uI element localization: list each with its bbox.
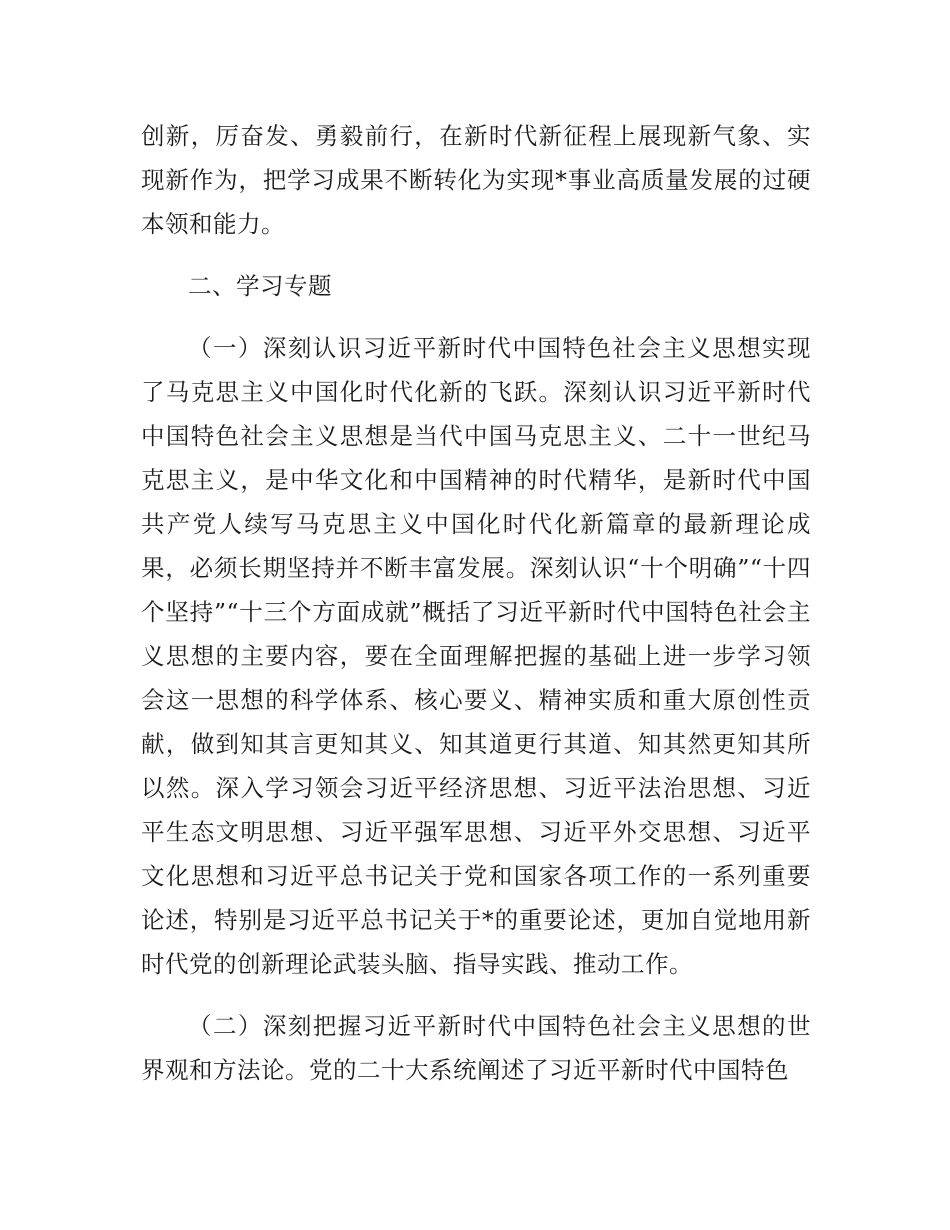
paragraph-topic-1: （一）深刻认识习近平新时代中国特色社会主义思想实现了马克思主义中国化时代化新的飞跃。深刻认识习近平新时代中国特色社会主义思想是当代中国马克思主义、二十一世纪马克思主义，是中华文化和中国精神的时代精华，是新时代中国共产党人续写马克思主义中国化时代化新篇章的最新理论成果，必须长期坚持并不断丰富发展。深刻认识“十个明确”“十四个坚持”“十三个方面成就”概括了习近平新时代中国特色社会主义思想的主要内容，要在全面理解把握的基础上进一步学习领会这一思想的科学体系、核心要义、精神实质和重大原创性贡献，做到知其言更知其义、知其道更行其道、知其然更知其所以然。深入学习领会习近平经济思想、习近平法治思想、习近平生态文明思想、习近平强军思想、习近平外交思想、习近平文化思想和习近平总书记关于党和国家各项工作的一系列重要论述，特别是习近平总书记关于*的重要论述，更加自觉地用新时代党的创新理论武装头脑、指导实践、推动工作。 [141, 334, 811, 978]
document-body [141, 114, 811, 1092]
paragraph-continuation: 创新，厉奋发、勇毅前行，在新时代新征程上展现新气象、实现新作为，把学习成果不断转化为实现*事业高质量发展的过硬本领和能力。 [141, 122, 811, 238]
section-heading: 二、学习专题 [188, 272, 332, 300]
paragraph-topic-2: （二）深刻把握习近平新时代中国特色社会主义思想的世界观和方法论。党的二十大系统阐述了习近平新时代中国特色 [141, 1012, 811, 1084]
